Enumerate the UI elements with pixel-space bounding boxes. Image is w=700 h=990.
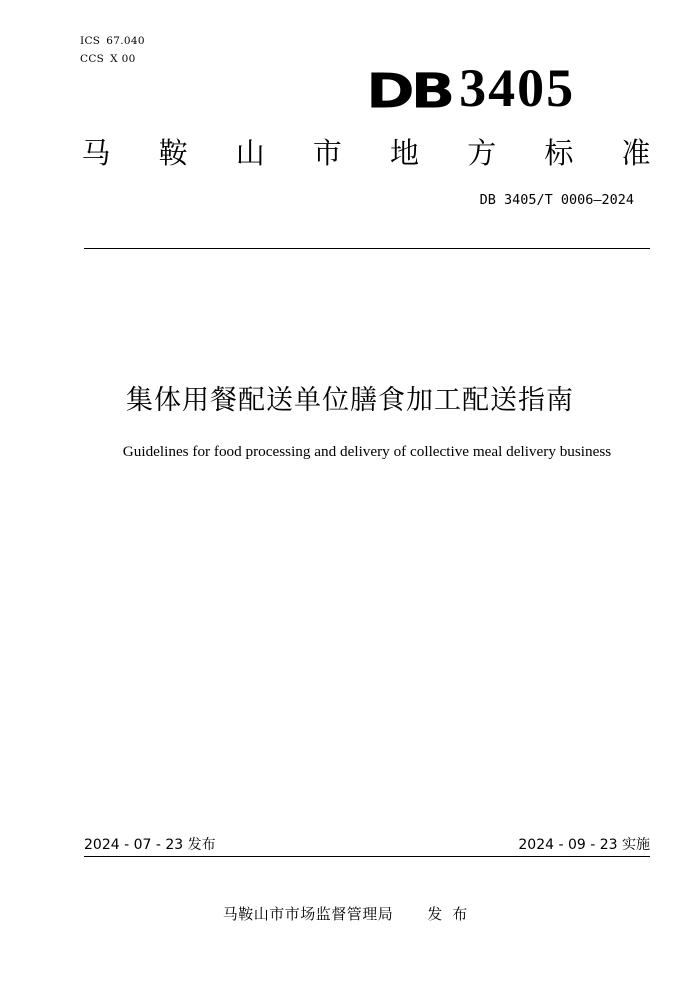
document-title-chinese: 集体用餐配送单位膳食加工配送指南 xyxy=(126,385,574,416)
standard-number: DB 3405/T 0006—2024 xyxy=(479,192,634,208)
standard-type-char: 鞍 xyxy=(158,136,188,170)
footer-divider xyxy=(84,856,650,857)
ccs-label: CCS xyxy=(80,53,105,65)
standard-type-char: 马 xyxy=(81,136,111,170)
ics-code: 67.040 xyxy=(106,35,145,47)
header-divider xyxy=(84,248,650,249)
standard-type-char: 地 xyxy=(390,136,420,170)
standard-type-char: 准 xyxy=(621,136,651,170)
publish-label: 发布 xyxy=(427,905,478,923)
document-title-english: Guidelines for food processing and delivery of collective meal delivery business xyxy=(122,443,612,460)
issuer-line xyxy=(0,903,700,925)
release-date: 2024 - 07 - 23 发布 xyxy=(84,837,216,853)
standard-type-char: 山 xyxy=(235,136,265,170)
db-logo-number: 3405 xyxy=(459,58,576,118)
implementation-date: 2024 - 09 - 23 实施 xyxy=(518,837,650,853)
ccs-code-line xyxy=(80,53,136,66)
db-standard-logo xyxy=(366,58,575,118)
standard-type-heading xyxy=(76,133,656,173)
db-logo-letters: DB xyxy=(366,63,452,120)
standard-type-char: 标 xyxy=(544,136,574,170)
issuing-authority: 马鞍山市市场监督管理局 xyxy=(222,905,394,923)
standard-type-char: 方 xyxy=(467,136,497,170)
ics-label: ICS xyxy=(80,35,101,47)
ccs-code: X 00 xyxy=(110,53,136,65)
standard-type-char: 市 xyxy=(312,136,342,170)
ics-code-line xyxy=(80,35,145,48)
